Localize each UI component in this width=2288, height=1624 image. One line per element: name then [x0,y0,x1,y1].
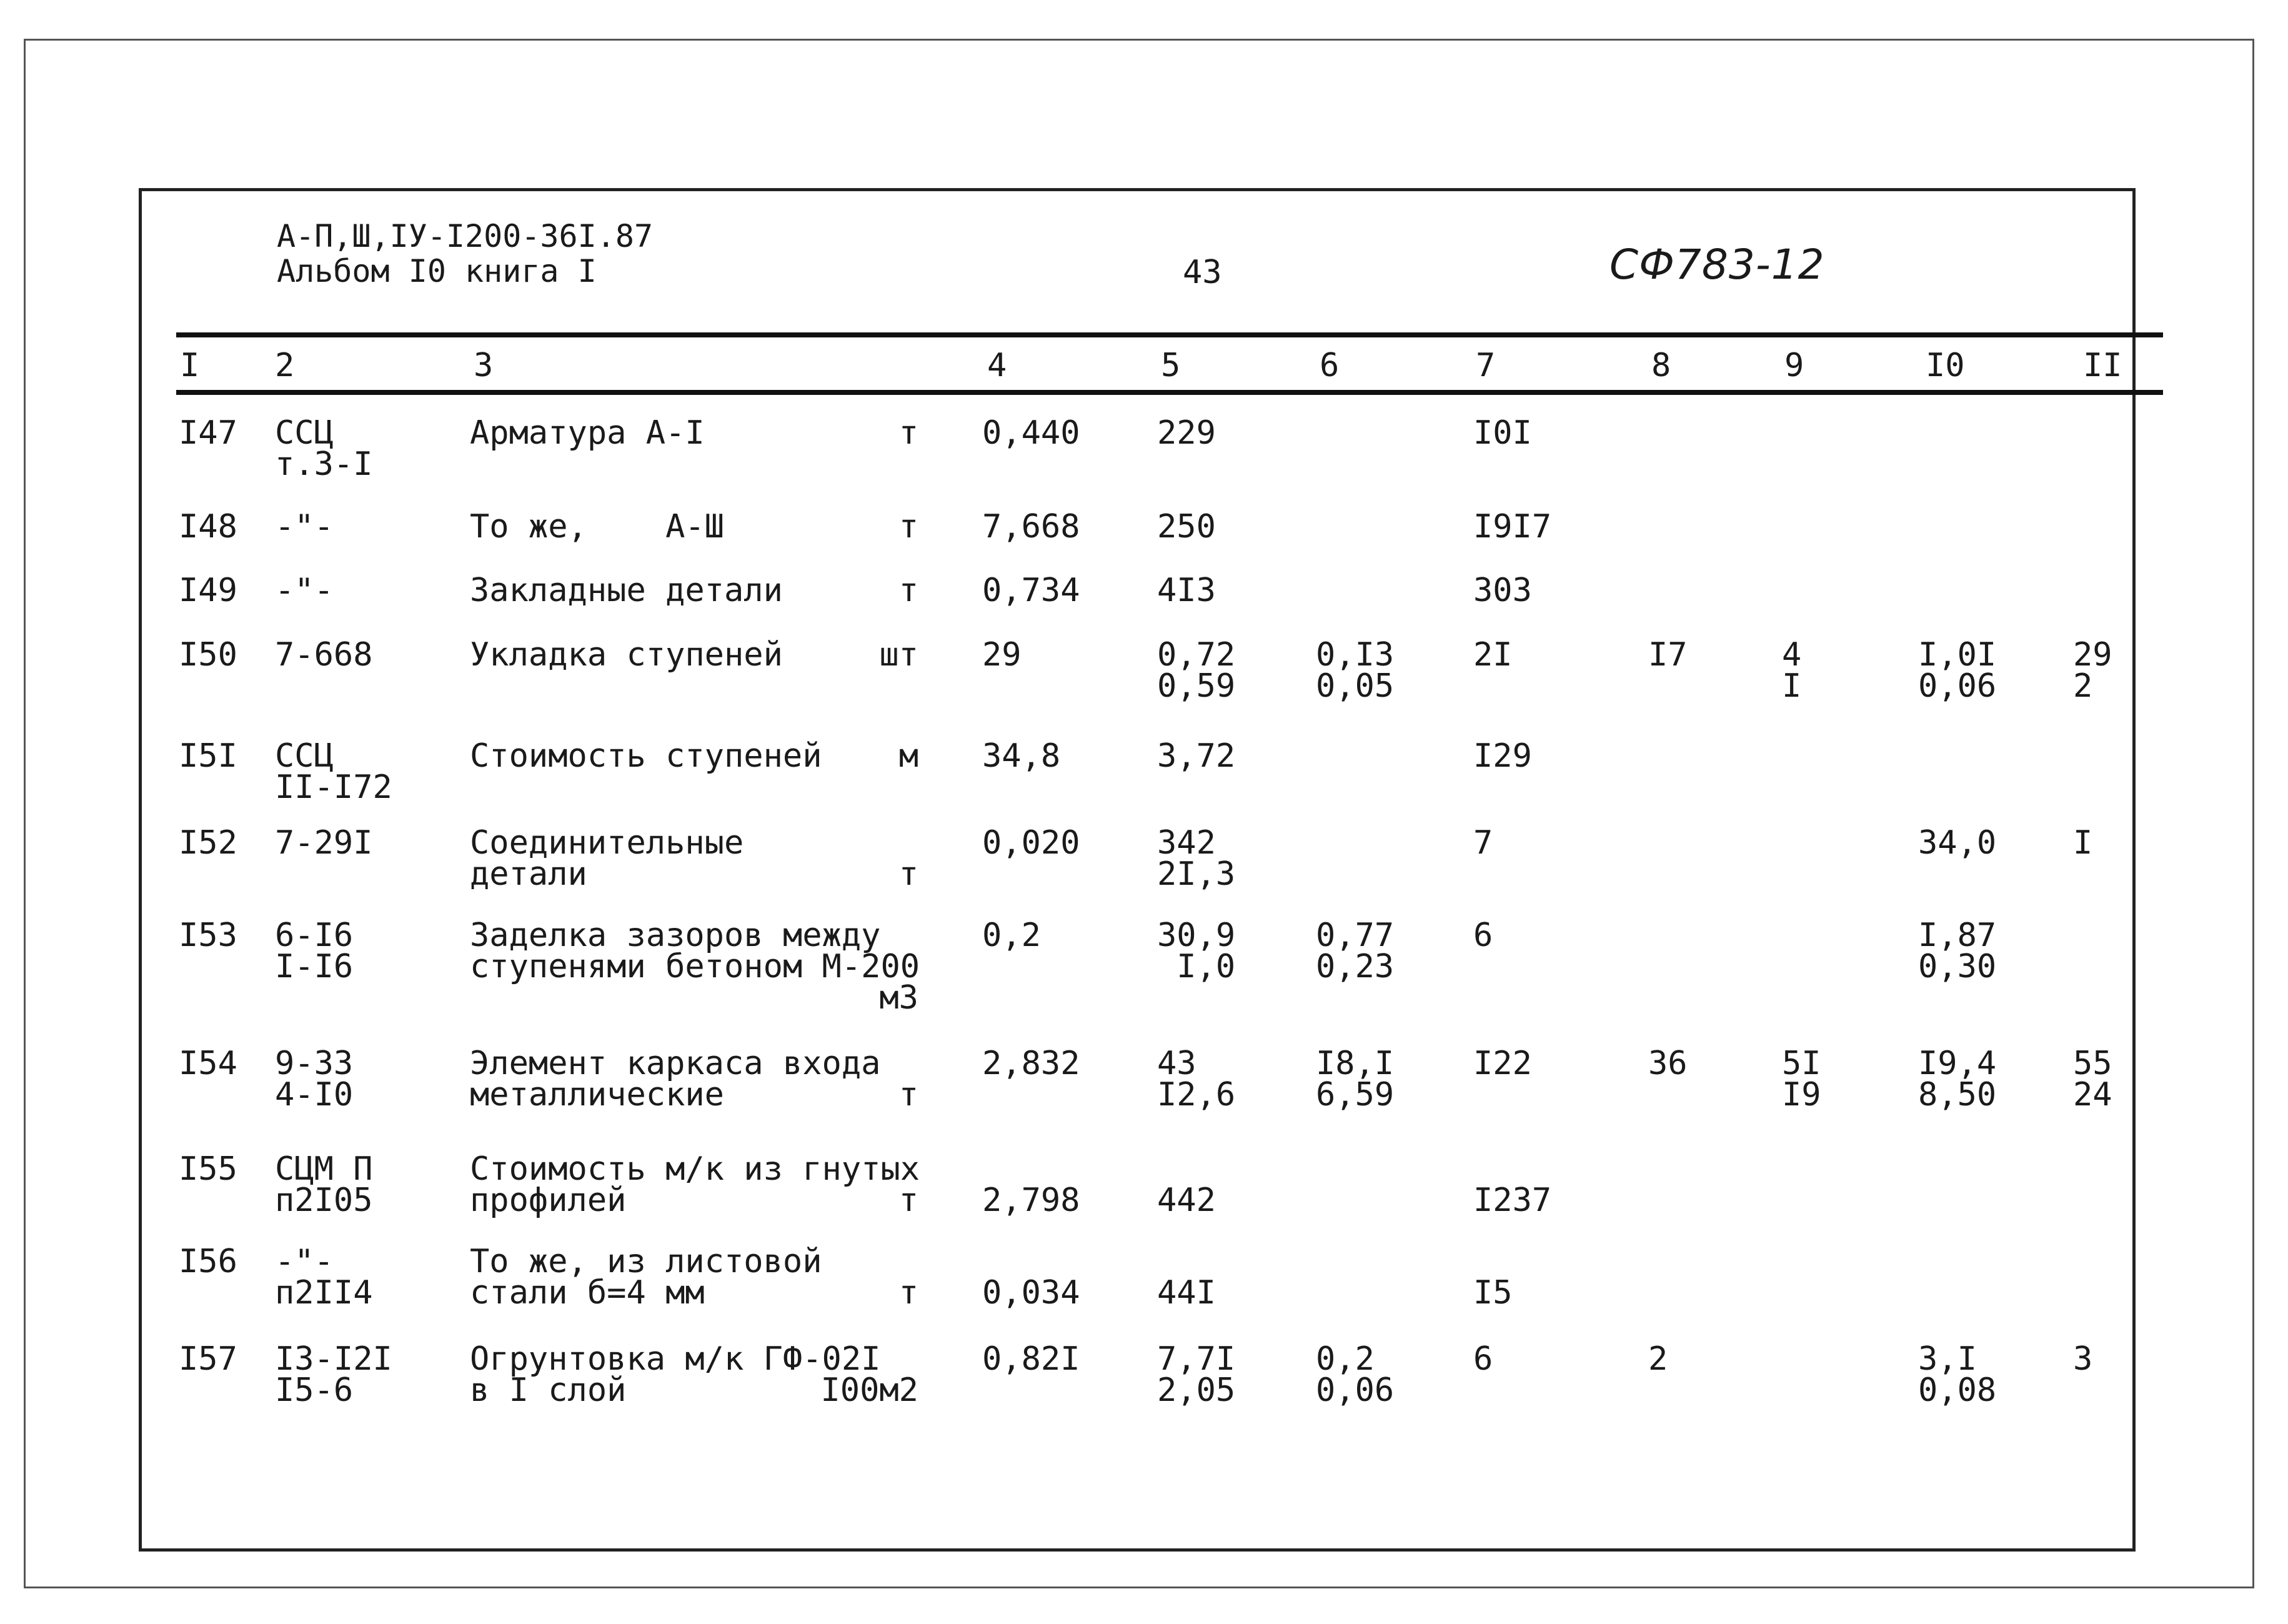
norm-code: СЦМ П п2I05 [275,1150,373,1219]
col7-value: I22 [1473,1045,1532,1082]
col10-value: 34,0 [1918,824,1997,862]
row-number: I47 [179,414,237,452]
col7-value: I29 [1473,737,1532,775]
col-header-1: I [180,347,200,384]
norm-code: 9-33 4-I0 [275,1045,354,1113]
col11-value: 29 2 [2073,636,2112,705]
quantity: 0,034 [982,1274,1080,1312]
quantity: 0,734 [982,572,1080,609]
col5-value: 0,72 0,59 [1157,636,1236,705]
col5-value: 30,9 I,0 [1157,917,1236,985]
unit: т [898,1182,918,1219]
col6-value: 0,2 0,06 [1316,1340,1395,1409]
col6-value: 0,77 0,23 [1316,917,1395,985]
quantity: 2,798 [982,1182,1080,1219]
row-number: I52 [179,824,237,862]
col7-value: I5 [1473,1274,1513,1312]
col5-value: 7,7I 2,05 [1157,1340,1236,1409]
unit: т [898,1076,918,1113]
work-name: Укладка ступеней [470,636,783,674]
page-number: 43 [1183,254,1222,291]
work-name: Заделка зазоров между ступенями бетоном М-200 [470,917,920,985]
col10-value: I9,4 8,50 [1918,1045,1997,1113]
row-number: I54 [179,1045,237,1082]
col-header-6: 6 [1320,347,1340,384]
unit: шт [879,636,918,674]
row-number: I50 [179,636,237,674]
quantity: 29 [982,636,1022,674]
col10-value: I,0I 0,06 [1918,636,1997,705]
work-name: То же, А-Ш [470,508,724,545]
col9-value: 4 I [1782,636,1802,705]
row-number: I5I [179,737,237,775]
work-name: Огрунтовка м/к ГФ-02I в I слой [470,1340,881,1409]
norm-code: ССЦ II-I72 [275,737,392,806]
row-number: I48 [179,508,237,545]
col11-value: I [2073,824,2093,862]
quantity: 2,832 [982,1045,1080,1082]
album-label: Альбом I0 книга I [277,253,597,289]
col6-value: 0,I3 0,05 [1316,636,1395,705]
col9-value: 5I I9 [1782,1045,1821,1113]
col7-value: 6 [1473,917,1493,954]
row-number: I57 [179,1340,237,1378]
col11-value: 3 [2073,1340,2093,1378]
work-name: То же, из листовой стали б=4 мм [470,1243,822,1312]
col-header-8: 8 [1651,347,1671,384]
quantity: 0,82I [982,1340,1080,1378]
norm-code: -"- [275,572,334,609]
col7-value: I237 [1473,1182,1552,1219]
quantity: 7,668 [982,508,1080,545]
work-name: Стоимость м/к из гнутых профилей [470,1150,920,1219]
unit: т [898,508,918,545]
col5-value: 342 2I,3 [1157,824,1236,893]
table-top-rule [176,332,2163,337]
col7-value: I9I7 [1473,508,1552,545]
col5-value: 3,72 [1157,737,1236,775]
col8-value: 2 [1648,1340,1668,1378]
norm-code: ССЦ т.3-I [275,414,373,483]
work-name: Арматура А-I [470,414,705,452]
col5-value: 43 I2,6 [1157,1045,1236,1113]
col-header-9: 9 [1784,347,1804,384]
col10-value: 3,I 0,08 [1918,1340,1997,1409]
col8-value: I7 [1648,636,1688,674]
unit: т [898,855,918,893]
col-header-3: 3 [474,347,494,384]
col8-value: 36 [1648,1045,1688,1082]
norm-code: 7-29I [275,824,373,862]
quantity: 0,440 [982,414,1080,452]
work-name: Закладные детали [470,572,783,609]
col7-value: I0I [1473,414,1532,452]
col5-value: 442 [1157,1182,1216,1219]
col7-value: 6 [1473,1340,1493,1378]
col5-value: 229 [1157,414,1216,452]
col5-value: 250 [1157,508,1216,545]
row-number: I55 [179,1150,237,1188]
col5-value: 4I3 [1157,572,1216,609]
row-number: I53 [179,917,237,954]
unit: м3 [879,979,918,1017]
col-header-7: 7 [1476,347,1496,384]
col7-value: 303 [1473,572,1532,609]
unit: м [898,737,918,775]
row-number: I49 [179,572,237,609]
work-name: Соединительные детали [470,824,744,893]
col10-value: I,87 0,30 [1918,917,1997,985]
col7-value: 2I [1473,636,1513,674]
unit: т [898,1274,918,1312]
norm-code: -"- [275,508,334,545]
quantity: 34,8 [982,737,1061,775]
col-header-5: 5 [1161,347,1181,384]
unit: т [898,572,918,609]
col11-value: 55 24 [2073,1045,2112,1113]
unit: т [898,414,918,452]
col7-value: 7 [1473,824,1493,862]
row-number: I56 [179,1243,237,1280]
table-header-rule [176,390,2163,395]
work-name: Элемент каркаса входа металлические [470,1045,881,1113]
sheet-code: СФ783-12 [1609,241,1825,289]
work-name: Стоимость ступеней [470,737,822,775]
col-header-4: 4 [987,347,1007,384]
col-header-2: 2 [275,347,295,384]
norm-code: 6-I6 I-I6 [275,917,354,985]
unit: I00м2 [820,1372,918,1409]
norm-code: 7-668 [275,636,373,674]
quantity: 0,2 [982,917,1041,954]
norm-code: I3-I2I I5-6 [275,1340,392,1409]
col6-value: I8,I 6,59 [1316,1045,1395,1113]
quantity: 0,020 [982,824,1080,862]
col-header-10: I0 [1926,347,1965,384]
col-header-11: II [2083,347,2122,384]
col5-value: 44I [1157,1274,1216,1312]
document-code: А-П,Ш,IУ-I200-36I.87 [277,218,654,254]
norm-code: -"- п2II4 [275,1243,373,1312]
